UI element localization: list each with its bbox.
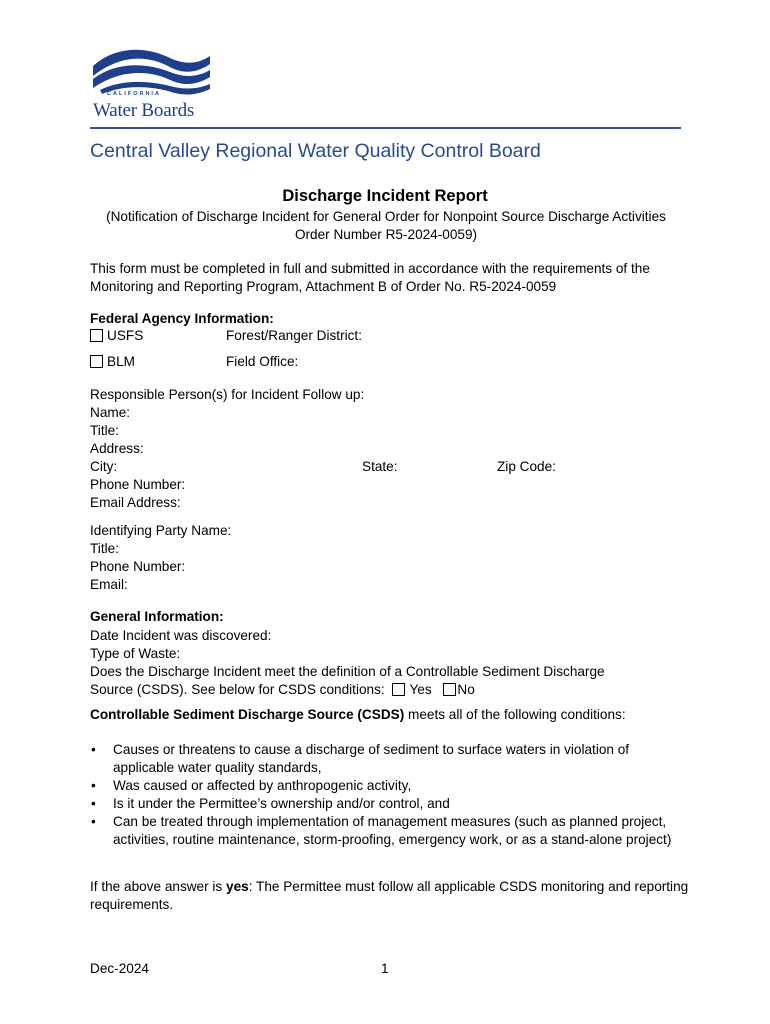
list-item: [90, 795, 690, 813]
federal-agency-heading: Federal Agency Information:: [90, 311, 274, 326]
identifying-title-label: Title:: [90, 541, 119, 556]
csds-question-text: Source (CSDS). See below for CSDS conditions:: [90, 682, 385, 697]
header-divider: [90, 127, 681, 129]
condition-text: Can be treated through implementation of management measures (such as planned project, activities, routine maintenance, storm-proofing, emergency work, or as a stand-alone project): [113, 814, 672, 847]
condition-text: Causes or threatens to cause a discharge of sediment to surface waters in violation of applicable water quality standards,: [113, 742, 630, 775]
logo-wordmark: Water Boards: [93, 100, 195, 121]
field-office-label: Field Office:: [226, 354, 299, 369]
csds-followup: [90, 878, 690, 914]
yes-label: Yes: [409, 682, 432, 697]
blm-option[interactable]: [90, 353, 135, 371]
list-item: [90, 741, 690, 777]
csds-heading-bold: Controllable Sediment Discharge Source (CSDS): [90, 707, 405, 722]
bullet-icon: •: [91, 778, 96, 793]
responsible-address-label: Address:: [90, 441, 144, 456]
csds-conditions-list: [90, 741, 690, 849]
list-item: [90, 813, 690, 849]
page-number: 1: [381, 961, 389, 976]
csds-heading: [90, 706, 690, 724]
responsible-email-label: Email Address:: [90, 495, 181, 510]
responsible-phone-label: Phone Number:: [90, 477, 186, 492]
bullet-icon: •: [91, 814, 96, 829]
bullet-icon: •: [91, 796, 96, 811]
list-item: [90, 777, 690, 795]
condition-text: Was caused or affected by anthropogenic activity,: [113, 778, 412, 793]
blm-label: BLM: [107, 354, 135, 369]
forest-district-label: Forest/Ranger District:: [226, 328, 362, 343]
waste-type-label: Type of Waste:: [90, 646, 181, 661]
responsible-name-label: Name:: [90, 405, 131, 420]
blm-checkbox[interactable]: [90, 355, 103, 368]
csds-question-line1: Does the Discharge Incident meet the definition of a Controllable Sediment Discharge: [90, 664, 605, 679]
report-subtitle: (Notification of Discharge Incident for General Order for Nonpoint Source Discharge Activities Order Number R5-2024-0059): [106, 209, 666, 242]
followup-pre: If the above answer is: [90, 879, 227, 894]
responsible-state-label: State:: [362, 459, 398, 474]
usfs-checkbox[interactable]: [90, 329, 103, 342]
followup-post: : The Permittee must follow all applicable CSDS monitoring and reporting requirements.: [90, 879, 689, 912]
csds-heading-rest: meets all of the following conditions:: [404, 707, 626, 722]
report-title: Discharge Incident Report: [282, 187, 488, 205]
bullet-icon: •: [91, 742, 96, 757]
usfs-label: USFS: [107, 328, 144, 343]
responsible-city-label: City:: [90, 459, 118, 474]
general-info-heading: General Information:: [90, 609, 224, 624]
followup-bold: yes: [226, 879, 249, 894]
responsible-title-label: Title:: [90, 423, 119, 438]
csds-question-line2: [90, 681, 475, 699]
no-checkbox[interactable]: [443, 683, 456, 696]
identifying-name-label: Identifying Party Name:: [90, 523, 232, 538]
usfs-option[interactable]: [90, 327, 143, 345]
identifying-phone-label: Phone Number:: [90, 559, 186, 574]
condition-text: Is it under the Permittee’s ownership and/or control, and: [113, 796, 450, 811]
date-discovered-label: Date Incident was discovered:: [90, 628, 272, 643]
board-title: Central Valley Regional Water Quality Control Board: [90, 140, 541, 162]
yes-checkbox[interactable]: [392, 683, 405, 696]
identifying-email-label: Email:: [90, 577, 128, 592]
responsible-zip-label: Zip Code:: [497, 459, 556, 474]
logo-state-text: CALIFORNIA: [107, 91, 161, 97]
no-label: No: [457, 682, 475, 697]
footer-date: Dec-2024: [90, 961, 149, 976]
intro-paragraph: This form must be completed in full and submitted in accordance with the requirements of the Monitoring and Reporting Program, Attachment B of Order No. R5-2024-0059: [90, 261, 650, 294]
responsible-heading: Responsible Person(s) for Incident Follow up:: [90, 387, 365, 402]
